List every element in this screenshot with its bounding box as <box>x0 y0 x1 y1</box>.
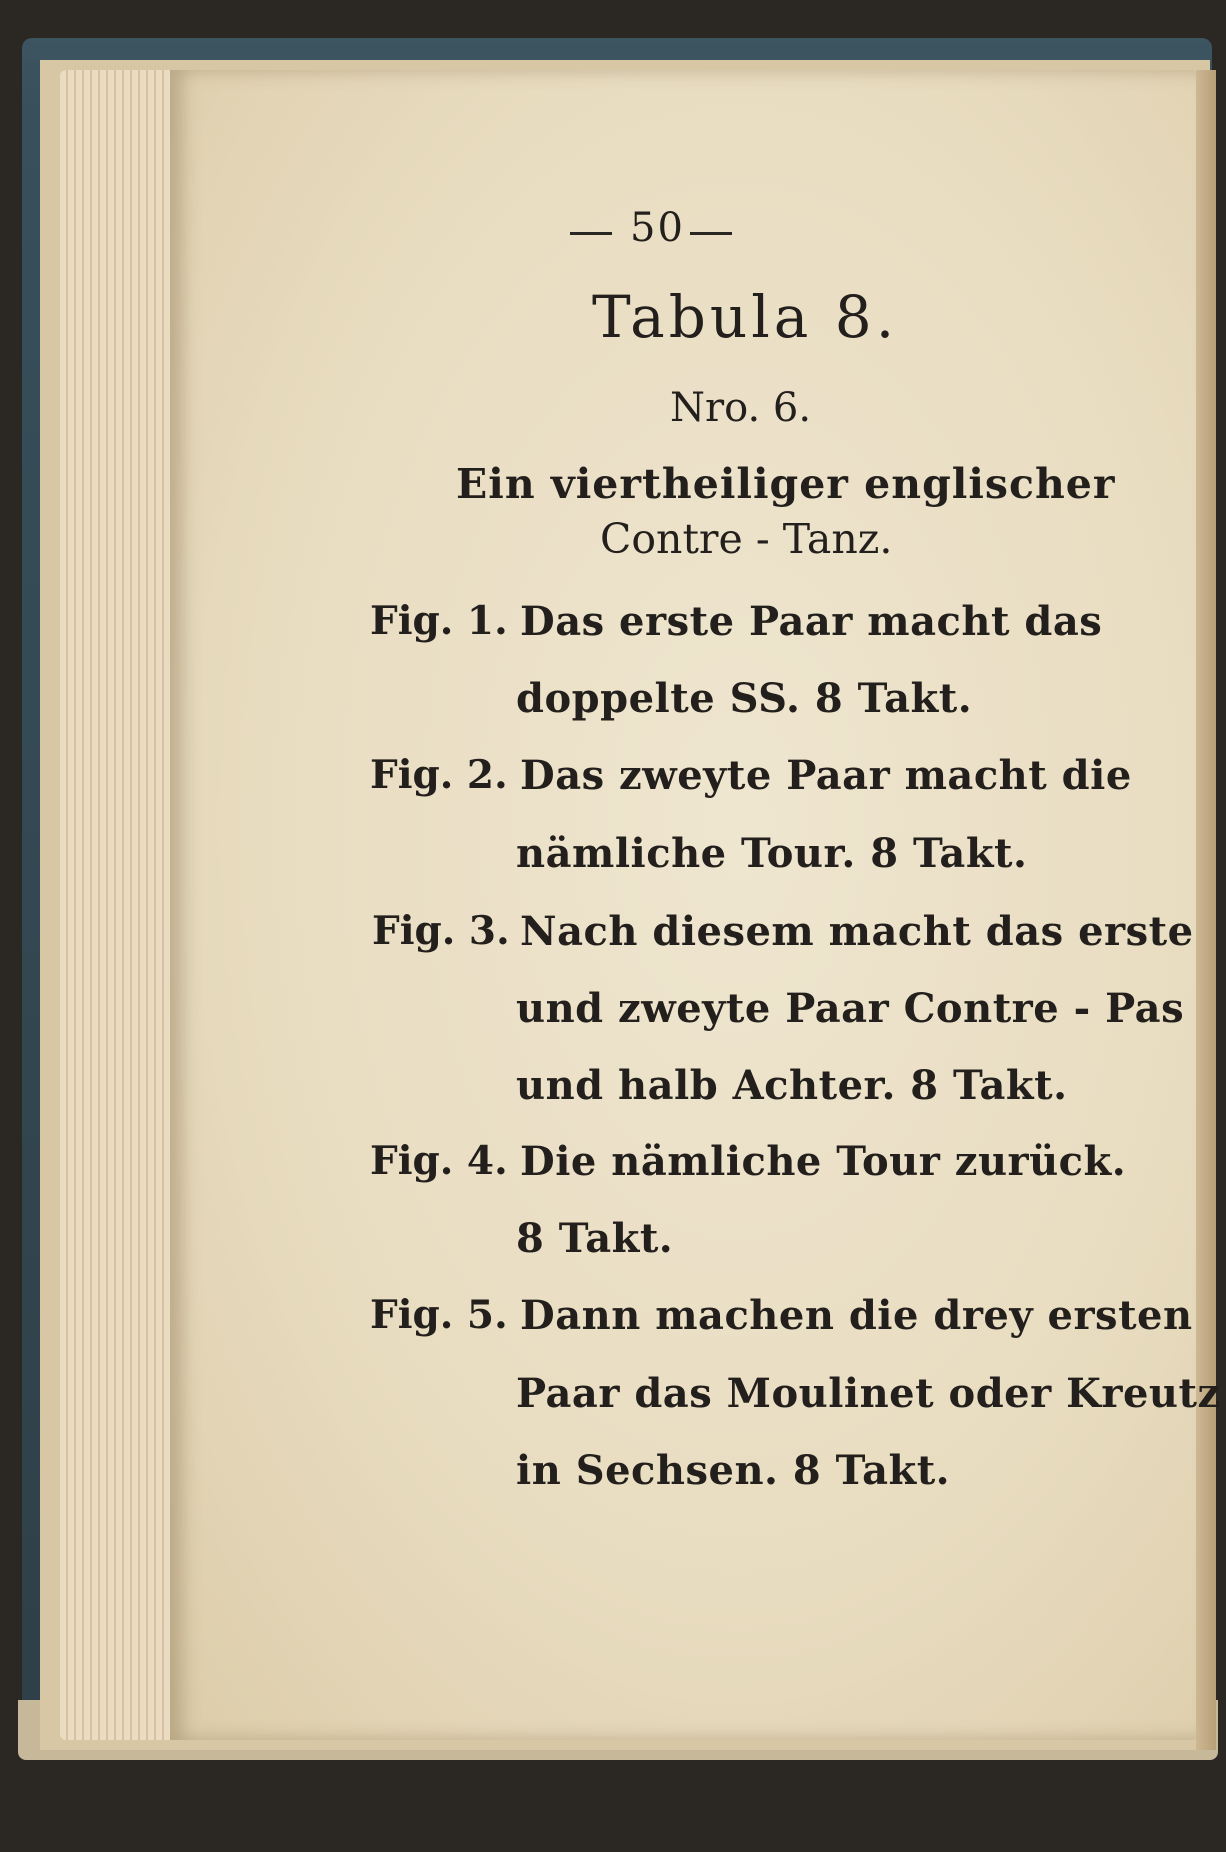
page-number: 50 <box>630 205 685 251</box>
figure-4-label: Fig. 4. <box>370 1138 508 1184</box>
page-title: Tabula 8. <box>592 283 899 351</box>
figure-3-line-2: und zweyte Paar Contre - Pas <box>516 985 1185 1032</box>
figure-3-line-3: und halb Achter. 8 Takt. <box>516 1062 1068 1109</box>
page-number-dash-right <box>690 232 732 235</box>
section-number: Nro. 6. <box>670 385 812 431</box>
figure-3-line-1: Nach diesem macht das erste <box>520 908 1194 955</box>
figure-2-line-1: Das zweyte Paar macht die <box>520 752 1132 799</box>
page-number-dash-left <box>570 232 612 235</box>
dance-title-line-1: Ein viertheiliger englischer <box>456 460 1116 508</box>
figure-5-line-2: Paar das Moulinet oder Kreutz <box>516 1370 1221 1417</box>
dance-title-line-2: Contre - Tanz. <box>600 515 893 563</box>
figure-5-label: Fig. 5. <box>370 1292 508 1338</box>
figure-3-label: Fig. 3. <box>372 908 510 954</box>
figure-2-line-2: nämliche Tour. 8 Takt. <box>516 830 1028 877</box>
figure-5-line-3: in Sechsen. 8 Takt. <box>516 1447 951 1494</box>
figure-1-line-2: doppelte SS. 8 Takt. <box>516 675 973 722</box>
figure-4-line-1: Die nämliche Tour zurück. <box>520 1138 1127 1185</box>
figure-1-line-1: Das erste Paar macht das <box>520 598 1103 645</box>
figure-1-label: Fig. 1. <box>370 598 508 644</box>
figure-4-line-2: 8 Takt. <box>516 1215 674 1262</box>
figure-5-line-1: Dann machen die drey ersten <box>520 1292 1193 1339</box>
figure-2-label: Fig. 2. <box>370 752 508 798</box>
